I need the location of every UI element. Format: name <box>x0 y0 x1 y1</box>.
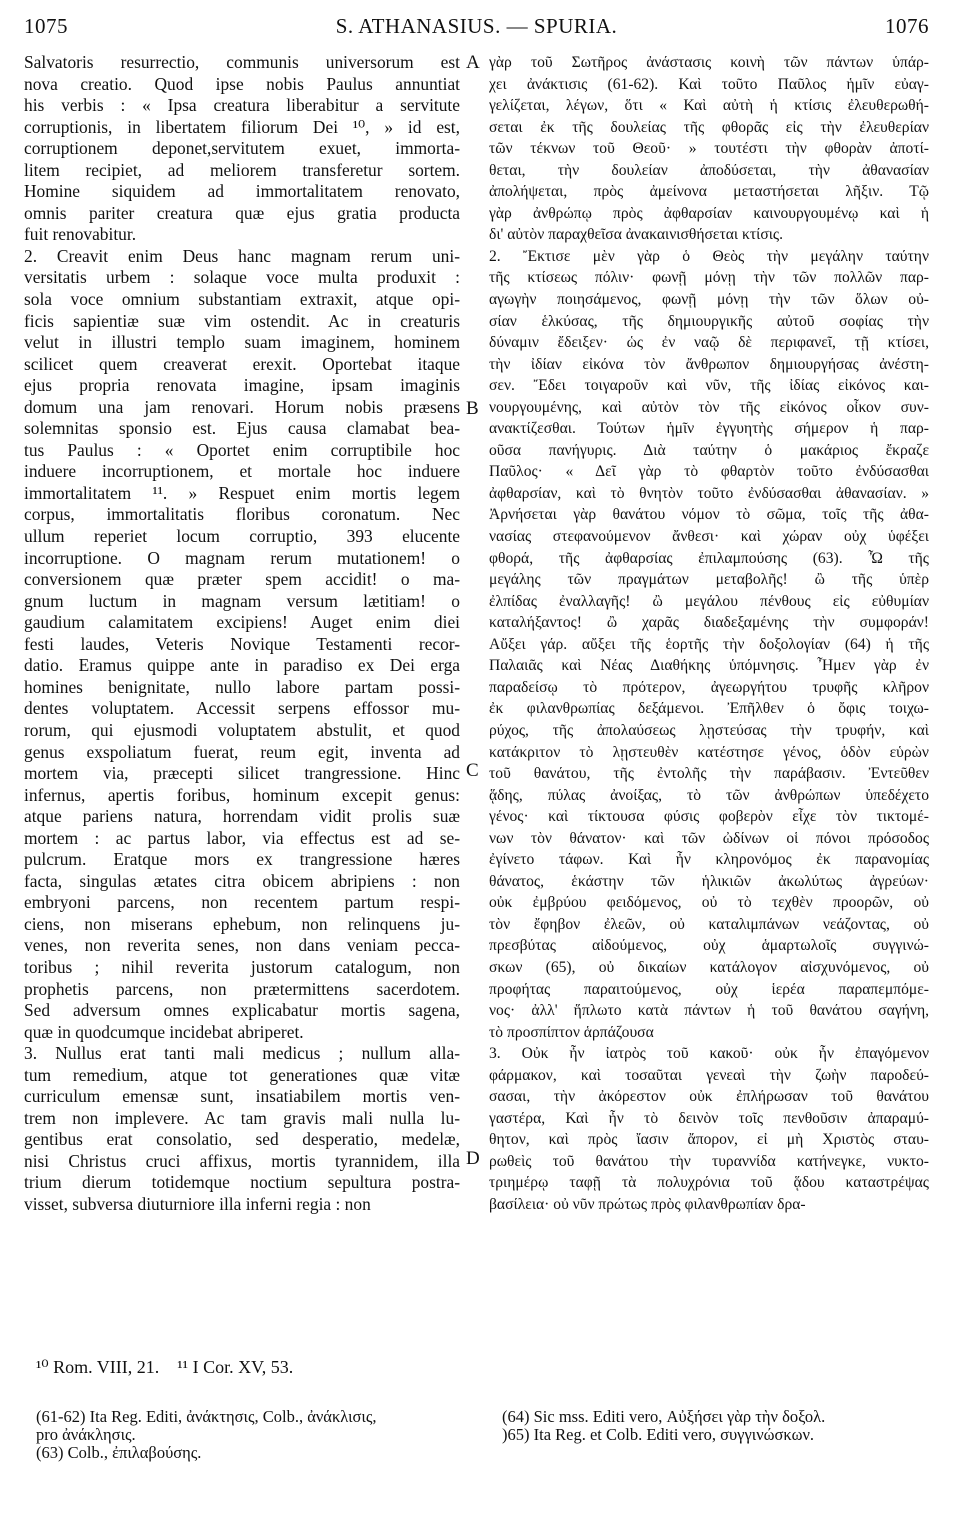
text-line: γὰρ ἀνθρώπῳ πρὸς ἀφθαρσίαν καινουργουμένῳ καὶ ἡ <box>489 204 929 222</box>
text-line: datio. Eramus quippe ante in paradiso ex Dei erga <box>24 655 460 676</box>
text-line: Sed adversum omnes explicabatur mortis sagena, <box>24 1000 460 1021</box>
text-line: 2. Creavit enim Deus hanc magnam rerum uni- <box>24 245 460 266</box>
text-line: φάρμακον, καὶ τοσαῦται γενεαὶ τὴν ζωὴν παροδεύ- <box>489 1066 929 1084</box>
text-line: ullum reperiet locum corruptio, 393 elucente <box>24 526 460 547</box>
text-line: 3. Nullus erat tanti mali medicus ; nullum alla- <box>24 1043 460 1064</box>
text-line: αγωγὴν ποιησάμενος, φωνῇ μόνῃ τὴν τῶν ὅλων οὐ- <box>489 291 929 309</box>
text-line: festi laudes, Veteris Novique Testamenti recor- <box>24 633 460 654</box>
text-line: θεται, τὴν δουλείαν ἀποδύσεται, τὴν ἀθανασίαν <box>489 161 929 179</box>
running-title: S. ATHANASIUS. — SPURIA. <box>335 14 618 38</box>
variant-notes-right <box>502 1408 932 1444</box>
running-header <box>24 14 929 44</box>
text-line: τὴν ἰδίαν εἰκόνα τὸν ἄνθρωπον δημιουργήσας ἀνέστη- <box>489 355 929 373</box>
text-line: ἀφθαρσίαν, καὶ τὸ θνητὸν τοῦτο ἐνδύσασθαι ἀθανασίαν. » <box>489 484 929 502</box>
text-line: curriculum emensæ sunt, insatiabilem mortis ven- <box>24 1086 460 1107</box>
text-line: ανακτίζεσθαι. Τούτων ἡμῖν ἐγγυητὴς σήμερον ἡ παρ- <box>489 420 929 438</box>
text-line: σκων (65), οὐ δικαίων κατάλογον αἰσχυνόμενος, οὐ <box>489 958 929 976</box>
text-line: Salvatoris resurrectio, communis universorum est <box>24 52 460 72</box>
text-line: τῶν τέκνων τοῦ Θεοῦ· » τουτέστι τὴν φθορὰν ἀποτί- <box>489 140 929 158</box>
text-line: sola voce omnium substantiam extraxit, atque opi- <box>24 289 460 310</box>
text-line: velut in illustri templo suam imaginem, hominem <box>24 332 460 353</box>
text-line: infernus, apertis foribus, hominum excepit genus: <box>24 784 460 805</box>
footnote-10: ¹⁰ Rom. VIII, 21. <box>36 1357 160 1377</box>
text-line: γελίζεται, λέγων, ὅτι « Καὶ αὐτὴ ἡ κτίσις ἐλευθερωθή- <box>489 97 929 115</box>
text-line: tum remedium, atque tot generationes quæ vitæ <box>24 1064 460 1085</box>
text-line: κατάκριτον τὸ λῃστευθὲν κατέστησε γένος, ὁδὸν εὑρὼν <box>489 743 929 761</box>
text-line: σεται ἐκ τῆς δουλείας τῆς φθορᾶς εἰς τὴν ἐλευθερίαν <box>489 118 929 136</box>
text-line: Παλαιᾶς καὶ Νέας Διαθήκης ὑπόμνησις. Ἦμεν γὰρ ἐν <box>489 657 929 675</box>
text-line: ρωθεὶς τοῦ θανάτου τὴν τυραννίδα κατήνεγκε, νυκτο- <box>489 1152 929 1170</box>
text-line: visset, subversa diuturniore illa inferni regia : non <box>24 1193 371 1214</box>
latin-column <box>24 52 460 1216</box>
text-line: τριημέρῳ ταφῇ τὰ πολυχρόνια τοῦ ᾅδου καταστρέψας <box>489 1174 929 1192</box>
text-line: σεν. Ἔδει τοιγαροῦν καὶ νῦν, τῆς ἰδίας εἰκόνος και- <box>489 377 929 395</box>
text-line: pulcrum. Eratque mors ex trangressione hæres <box>24 849 460 870</box>
text-line: nova creatio. Quod ipse nobis Paulus annuntiat <box>24 73 460 94</box>
text-line: ἐκ φιλανθρωπίας δεξάμενοι. Ἐπῆλθεν ὁ ὄφις τοιχω- <box>489 700 929 718</box>
text-line: mortem : ac partus labor, via effectus est ad se- <box>24 827 460 848</box>
text-line: prophetis parcens, non prætermittens sacerdotem. <box>24 978 460 999</box>
text-line: σίαν ἑλκύσας, τῆς δημιουργικῆς αὐτοῦ σοφίας τὴν <box>489 312 929 330</box>
text-line: homines benignitate, nullo labore partam possi- <box>24 676 460 697</box>
text-line: incorruptione. O magnam rerum mutationem! o <box>24 547 460 568</box>
text-line: θάνατος, ἑκάστην τῶν ἡλικιῶν ἀκωλύτως ἀγρεύων· <box>489 872 929 890</box>
greek-column <box>489 52 929 1216</box>
text-line: ficis sapientiæ suæ vim ostendit. Ac in creaturis <box>24 310 460 331</box>
text-line: τὸ προσπίπτον ἁρπάζουσα <box>489 1023 654 1041</box>
text-line: nisi Christus cruci affixus, mortis tyrannidem, illa <box>24 1150 460 1171</box>
text-line: scilicet quem creaverat erexit. Oportebat itaque <box>24 353 460 374</box>
text-line: solemnitas sponsio est. Ejus causa clamabat bea- <box>24 418 460 439</box>
text-line: corpus, immortalitatis floribus coronatum. Nec <box>24 504 460 525</box>
text-line: δι' αὐτὸν παραχθεῖσα ἀνακαινισθήσεται κτίσις. <box>489 226 783 244</box>
text-line: τὸν ἔφηβον ἐλεῶν, οὐ καταλιμπάνων νεάζοντας, οὐ <box>489 915 929 933</box>
text-line: γένος· καὶ τίκτουσα φύσις φοβερὸν εἶχε τὸν τικτομέ- <box>489 808 929 826</box>
text-line: omnis pariter creatura quæ ejus gratia producta <box>24 202 460 223</box>
page-number-left: 1075 <box>24 14 68 38</box>
text-line: πρεσβύτας αἰδούμενος, οὐχ ἁμαρτωλοῖς συγγινώ- <box>489 937 929 955</box>
text-line: σασαι, τὴν ἀκόρεστον οὐκ ἐπλήρωσαν τοῦ θανάτου <box>489 1088 929 1106</box>
text-line: χει ἀνάκτισις (61-62). Καὶ τοῦτο Παῦλος ἡμῖν εὐαγ- <box>489 75 929 93</box>
variant-notes-left <box>36 1408 466 1462</box>
text-line: quæ in quodcumque incidebat abriperet. <box>24 1021 304 1042</box>
scripture-footnotes <box>36 1357 293 1378</box>
text-line: θητον, καὶ πρὸς ἴασιν ἄπορον, εἰ μὴ Χριστὸς σταυ- <box>489 1131 929 1149</box>
text-line: versitatis urbem : solaque voce multa produxit : <box>24 267 460 288</box>
text-line: ciens, non miserans ephebum, non relinquens ju- <box>24 913 460 934</box>
text-line: νουργουμένης, καὶ αὐτὸν τὸν τῆς εἰκόνος οἶκον συν- <box>489 398 929 416</box>
text-line: τοῦ θανάτου, τῆς ἐντολῆς τὴν παράβασιν. Ἐντεῦθεν <box>489 765 929 783</box>
text-line: νων τὸν θάνατον· καὶ τῶν ὠδίνων οἱ πόνοι πρόσοδος <box>489 829 929 847</box>
text-line: dentes voluptatem. Accessit serpens effossor mu- <box>24 698 460 719</box>
text-line: φθορά, τῆς ἀφθαρσίας ἐπιλαμπούσης (63). Ὦ τῆς <box>489 549 929 567</box>
text-line: gnum luctum in magnam versum lætitiam! o <box>24 590 460 611</box>
section-marker-a: A <box>466 52 480 73</box>
variant-note: (63) Colb., ἐπιλαβούσης. <box>36 1443 202 1462</box>
text-line: venes, non reverita senes, non dans veniam pecca- <box>24 935 460 956</box>
text-line: fuit renovabitur. <box>24 224 137 245</box>
section-marker-c: C <box>466 760 479 781</box>
text-line: corruptionem deponet,servitutem exuet, immorta- <box>24 138 460 159</box>
text-line: tus Paulus : « Oportet enim corruptibile hoc <box>24 439 460 460</box>
text-line: toribus ; nihil reverita justorum catalogum, non <box>24 956 460 977</box>
text-line: νασίας στεφανούμενον ἄνθεσι· καὶ χώραν οὐχ ὑφέξει <box>489 528 929 546</box>
text-line: δύναμιν ἔδειξεν· ὡς ἐν ναῷ δὲ περιφανεῖ, τῇ κτίσει, <box>489 334 929 352</box>
text-line: καταλήξαντος! ὢ χαρᾶς διαδεξαμένης τὴν συμφοράν! <box>489 614 929 632</box>
text-line: ᾅδης, πύλας ἀνοίξας, τὸ τῶν ἀνθρώπων ὑπεδέχετο <box>489 786 929 804</box>
variant-note: pro ἀνάκλησις. <box>36 1425 136 1444</box>
text-line: rorum, qui ejusmodi voluptatem abstulit, et quod <box>24 719 460 740</box>
text-line: Παῦλος· « Δεῖ γὰρ τὸ φθαρτὸν τοῦτο ἐνδύσασθαι <box>489 463 929 481</box>
text-line: οῦσα πανήγυρις. Διὰ ταύτην ὁ μακάριος ἔκραζε <box>489 441 929 459</box>
text-line: corruptionis, in libertatem filiorum Dei ¹⁰, » id est, <box>24 116 460 137</box>
text-line: induere incorruptionem, et mortale hoc induere <box>24 461 460 482</box>
text-line: ἐγίνετο τάφων. Καὶ ἦν κληρονόμος ἐκ παρανομίας <box>489 851 929 869</box>
text-line: immortalitatem ¹¹. » Respuet enim mortis legem <box>24 482 460 503</box>
text-line: προφήτας παραιτούμενος, οὐχ ἱερέα παραπεμπόμε- <box>489 980 929 998</box>
text-line: Αὔξει γάρ. αὔξει τῆς ἑορτῆς τὴν δοξολογίαν (64) ἡ τῆς <box>489 635 929 653</box>
text-line: νος· ἀλλ' ἥπλωτο κατὰ πάντων ἡ τοῦ θανάτου σαγήνη, <box>489 1002 929 1020</box>
text-line: genus exspoliatum fuerat, reum egit, inventa ad <box>24 741 460 762</box>
text-line: trium dierum totidemque noctium sepultura postra- <box>24 1172 460 1193</box>
text-line: ρύχος, τῆς ἀπολαύσεως λῃστεύσας τὴν τρυφήν, καὶ <box>489 721 929 739</box>
footnote-11: ¹¹ I Cor. XV, 53. <box>177 1357 294 1377</box>
text-line: gentibus erat consolatio, sed desperatio, medelæ, <box>24 1129 460 1150</box>
text-line: Homine siquidem ad immortalitatem renovato, <box>24 181 460 202</box>
variant-note: (61-62) Ita Reg. Editi, ἀνάκτησις, Colb., ἀνάκλισις, <box>36 1407 377 1426</box>
text-line: παραδείσῳ τὸ πρότερον, ἀγεωργήτου τρυφῆς κλῆρον <box>489 678 929 696</box>
text-line: γὰρ τοῦ Σωτῆρος ἀνάστασις κοινὴ τῶν πάντων ὑπάρ- <box>489 54 929 71</box>
text-line: Ἀρνήσεται γὰρ θανάτου νόμον τὸ σῶμα, τοῖς τῆς ἀθα- <box>489 506 929 524</box>
text-line: atque pariens natura, horrendam vidit prolis suæ <box>24 806 460 827</box>
text-line: his verbis : « Ipsa creatura liberabitur a servitute <box>24 95 460 116</box>
text-line: gaudium calamitatem excipiens! Auget enim diei <box>24 612 460 633</box>
text-line: μεγάλης τῶν πραγμάτων μεταβολῆς! ὢ τῆς ὑπὲρ <box>489 571 929 589</box>
text-line: facta, singulas ætates citra obicem abripiens : non <box>24 870 460 891</box>
page-number-right: 1076 <box>885 14 929 38</box>
text-line: 3. Οὐκ ἦν ἰατρὸς τοῦ κακοῦ· οὐκ ἦν ἐπαγόμενον <box>489 1045 929 1063</box>
variant-note: )65) Ita Reg. et Colb. Editi vero, συγγινώσκων. <box>502 1425 815 1444</box>
text-line: embryoni parcens, non recentem partum respi- <box>24 892 460 913</box>
text-line: βασίλεια· οὐ νῦν πρώτως πρὸς φιλανθρωπίαν δρα- <box>489 1195 806 1213</box>
text-line: conversionem quæ præter spem accidit! o ma- <box>24 569 460 590</box>
text-line: τῆς κτίσεως πόλιν· φωνῇ μόνῃ τὴν τῶν πολλῶν παρ- <box>489 269 929 287</box>
text-line: γαστέρα, Καὶ ἦν τὸ δεινὸν τοῖς πενθοῦσιν ἀπαραμύ- <box>489 1109 929 1127</box>
text-line: ἐλπίδας ἐναλλαγῆς! ὢ μεγάλου πένθους εἰς εὐθυμίαν <box>489 592 929 610</box>
text-line: litem recipiet, ad meliorem transferetur sortem. <box>24 159 460 180</box>
section-marker-d: D <box>466 1148 480 1169</box>
variant-note: (64) Sic mss. Editi vero, Αὐξήσει γὰρ τὴν δοξολ. <box>502 1407 826 1426</box>
text-line: οὐκ ἐμβρύου φειδόμενος, οὐ τὸ τεχθὲν προορῶν, οὐ <box>489 894 929 912</box>
text-line: domum una jam renovari. Horum nobis præsens <box>24 396 460 417</box>
text-line: ἀπολήψεται, πρὸς ἀμείνονα μεταστήσεται λῆξιν. Τῷ <box>489 183 929 201</box>
text-line: trem non implevere. Ac tam gravis mali nulla lu- <box>24 1107 460 1128</box>
section-marker-b: B <box>466 398 479 419</box>
text-line: ejus propria renovata imagine, ipsam imaginis <box>24 375 460 396</box>
text-line: 2. Ἔκτισε μὲν γὰρ ὁ Θεὸς τὴν μεγάλην ταύτην <box>489 247 929 265</box>
text-line: mortem via, præcepti silicet trangressione. Hinc <box>24 763 460 784</box>
